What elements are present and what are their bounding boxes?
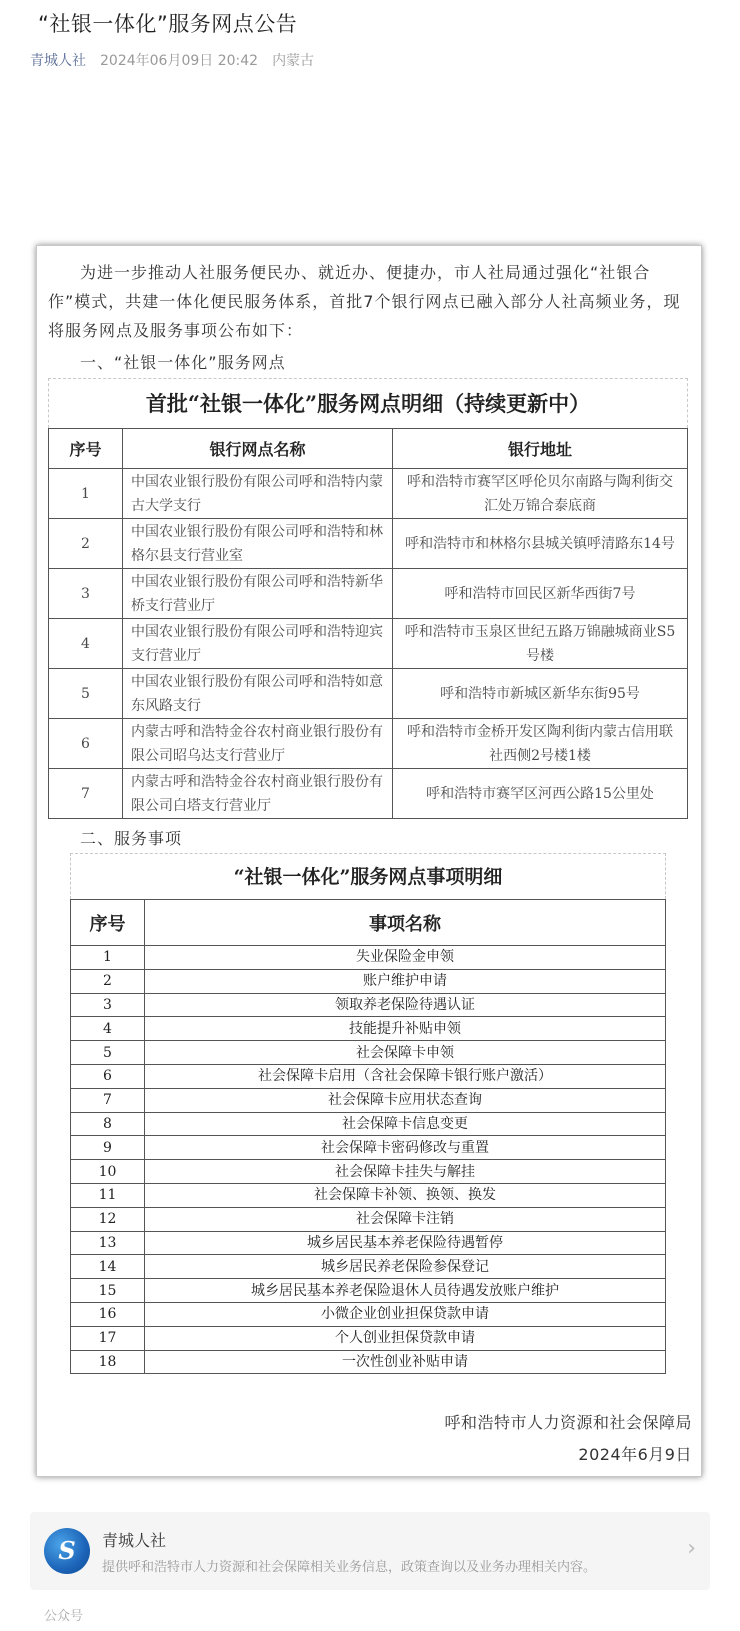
cell-no: 3 (49, 569, 123, 619)
cell-no: 7 (71, 1088, 145, 1112)
cell-address: 呼和浩特市赛罕区河西公路15公里处 (393, 769, 688, 819)
table-row (71, 1279, 666, 1303)
article-title: “社银一体化”服务网点公告 (38, 12, 298, 36)
cell-no: 6 (71, 1064, 145, 1088)
cell-branch-name: 中国农业银行股份有限公司呼和浩特和林格尔县支行营业室 (123, 519, 393, 569)
cell-no: 12 (71, 1207, 145, 1231)
cell-item-name: 社会保障卡信息变更 (145, 1112, 666, 1136)
cell-no: 9 (71, 1136, 145, 1160)
cell-item-name: 失业保险金申领 (145, 946, 666, 970)
section2-heading: 二、服务事项 (80, 829, 183, 848)
publish-datetime: 2024年06月09日 20:42 (100, 53, 259, 69)
cell-item-name: 社会保障卡启用（含社会保障卡银行账户激活） (145, 1064, 666, 1088)
table-row (49, 719, 688, 769)
cell-item-name: 账户维护申请 (145, 969, 666, 993)
cell-no: 1 (71, 946, 145, 970)
cell-no: 11 (71, 1183, 145, 1207)
cell-no: 8 (71, 1112, 145, 1136)
cell-address: 呼和浩特市新城区新华东街95号 (393, 669, 688, 719)
cell-no: 1 (49, 469, 123, 519)
account-description: 提供呼和浩特市人力资源和社会保障相关业务信息，政策查询以及业务办理相关内容。 (102, 1560, 597, 1575)
cell-item-name: 社会保障卡注销 (145, 1207, 666, 1231)
header-no: 序号 (71, 900, 145, 946)
table-row (49, 669, 688, 719)
cell-item-name: 个人创业担保贷款申请 (145, 1326, 666, 1350)
cell-no: 2 (49, 519, 123, 569)
cell-no: 2 (71, 969, 145, 993)
intro-paragraph: 为进一步推动人社服务便民办、就近办、便捷办，市人社局通过强化“社银合作”模式，共建一体化便民服务体系，首批7个银行网点已融入部分人社高频业务，现将服务网点及服务事项公布如下： (48, 263, 681, 340)
service-items-table (70, 899, 666, 1374)
author-link[interactable]: 青城人社 (30, 53, 86, 69)
table-row (71, 993, 666, 1017)
table-row (71, 1326, 666, 1350)
cell-address: 呼和浩特市赛罕区呼伦贝尔南路与陶利街交汇处万锦合泰底商 (393, 469, 688, 519)
table-row (71, 1088, 666, 1112)
table-row (49, 569, 688, 619)
account-card[interactable] (30, 1512, 710, 1590)
cell-address: 呼和浩特市金桥开发区陶利街内蒙古信用联社西侧2号楼1楼 (393, 719, 688, 769)
cell-branch-name: 中国农业银行股份有限公司呼和浩特迎宾支行营业厅 (123, 619, 393, 669)
cell-no: 5 (49, 669, 123, 719)
cell-no: 10 (71, 1160, 145, 1184)
cell-no: 4 (49, 619, 123, 669)
cell-item-name: 社会保障卡申领 (145, 1041, 666, 1065)
section1-heading: 一、“社银一体化”服务网点 (80, 353, 286, 372)
table-row (71, 1112, 666, 1136)
cell-item-name: 一次性创业补贴申请 (145, 1350, 666, 1374)
cell-no: 17 (71, 1326, 145, 1350)
header-item-name: 事项名称 (145, 900, 666, 946)
table-row (71, 969, 666, 993)
cell-address: 呼和浩特市回民区新华西街7号 (393, 569, 688, 619)
cell-branch-name: 内蒙古呼和浩特金谷农村商业银行股份有限公司昭乌达支行营业厅 (123, 719, 393, 769)
table-row (49, 519, 688, 569)
cell-no: 18 (71, 1350, 145, 1374)
table-row (49, 769, 688, 819)
cell-item-name: 城乡居民养老保险参保登记 (145, 1255, 666, 1279)
table-row (71, 1160, 666, 1184)
cell-item-name: 社会保障卡密码修改与重置 (145, 1136, 666, 1160)
table-row (71, 1350, 666, 1374)
cell-no: 13 (71, 1231, 145, 1255)
cell-item-name: 社会保障卡应用状态查询 (145, 1088, 666, 1112)
qingcheng-renshe-logo-icon (44, 1528, 90, 1574)
cell-item-name: 城乡居民基本养老保险退休人员待遇发放账户维护 (145, 1279, 666, 1303)
table2-title: “社银一体化”服务网点事项明细 (70, 853, 666, 899)
table-row (71, 1183, 666, 1207)
cell-address: 呼和浩特市玉泉区世纪五路万锦融城商业S5号楼 (393, 619, 688, 669)
chevron-right-icon: › (687, 1536, 696, 1561)
cell-no: 16 (71, 1302, 145, 1326)
header-address: 银行地址 (393, 429, 688, 469)
cell-no: 4 (71, 1017, 145, 1041)
cell-branch-name: 中国农业银行股份有限公司呼和浩特如意东风路支行 (123, 669, 393, 719)
table-row (71, 1255, 666, 1279)
publish-location: 内蒙古 (272, 53, 315, 69)
branch-table (48, 428, 688, 819)
cell-item-name: 城乡居民基本养老保险待遇暂停 (145, 1231, 666, 1255)
cell-no: 7 (49, 769, 123, 819)
table-row (71, 1041, 666, 1065)
cell-item-name: 领取养老保险待遇认证 (145, 993, 666, 1017)
cell-no: 14 (71, 1255, 145, 1279)
cell-branch-name: 中国农业银行股份有限公司呼和浩特内蒙古大学支行 (123, 469, 393, 519)
cell-item-name: 技能提升补贴申领 (145, 1017, 666, 1041)
service-table-header (71, 900, 666, 946)
cell-no: 5 (71, 1041, 145, 1065)
table-row (71, 1136, 666, 1160)
header-no: 序号 (49, 429, 123, 469)
table-row (71, 1207, 666, 1231)
cell-item-name: 社会保障卡挂失与解挂 (145, 1160, 666, 1184)
cell-branch-name: 内蒙古呼和浩特金谷农村商业银行股份有限公司白塔支行营业厅 (123, 769, 393, 819)
account-type-label: 公众号 (44, 1609, 84, 1624)
article-meta (30, 50, 314, 70)
table1-title: 首批“社银一体化”服务网点明细（持续更新中） (48, 378, 688, 428)
account-name: 青城人社 (102, 1531, 167, 1550)
table-row (49, 469, 688, 519)
cell-item-name: 小微企业创业担保贷款申请 (145, 1302, 666, 1326)
cell-address: 呼和浩特市和林格尔县城关镇呼清路东14号 (393, 519, 688, 569)
cell-no: 3 (71, 993, 145, 1017)
table-row (71, 1231, 666, 1255)
table-row (49, 619, 688, 669)
header-branch-name: 银行网点名称 (123, 429, 393, 469)
table-row (71, 946, 666, 970)
signature-organization: 呼和浩特市人力资源和社会保障局 (444, 1413, 692, 1432)
table-row (71, 1064, 666, 1088)
table-row (71, 1302, 666, 1326)
cell-no: 6 (49, 719, 123, 769)
branch-table-header (49, 429, 688, 469)
table-row (71, 1017, 666, 1041)
cell-no: 15 (71, 1279, 145, 1303)
cell-item-name: 社会保障卡补领、换领、换发 (145, 1183, 666, 1207)
signature-date: 2024年6月9日 (578, 1445, 692, 1464)
cell-branch-name: 中国农业银行股份有限公司呼和浩特新华桥支行营业厅 (123, 569, 393, 619)
